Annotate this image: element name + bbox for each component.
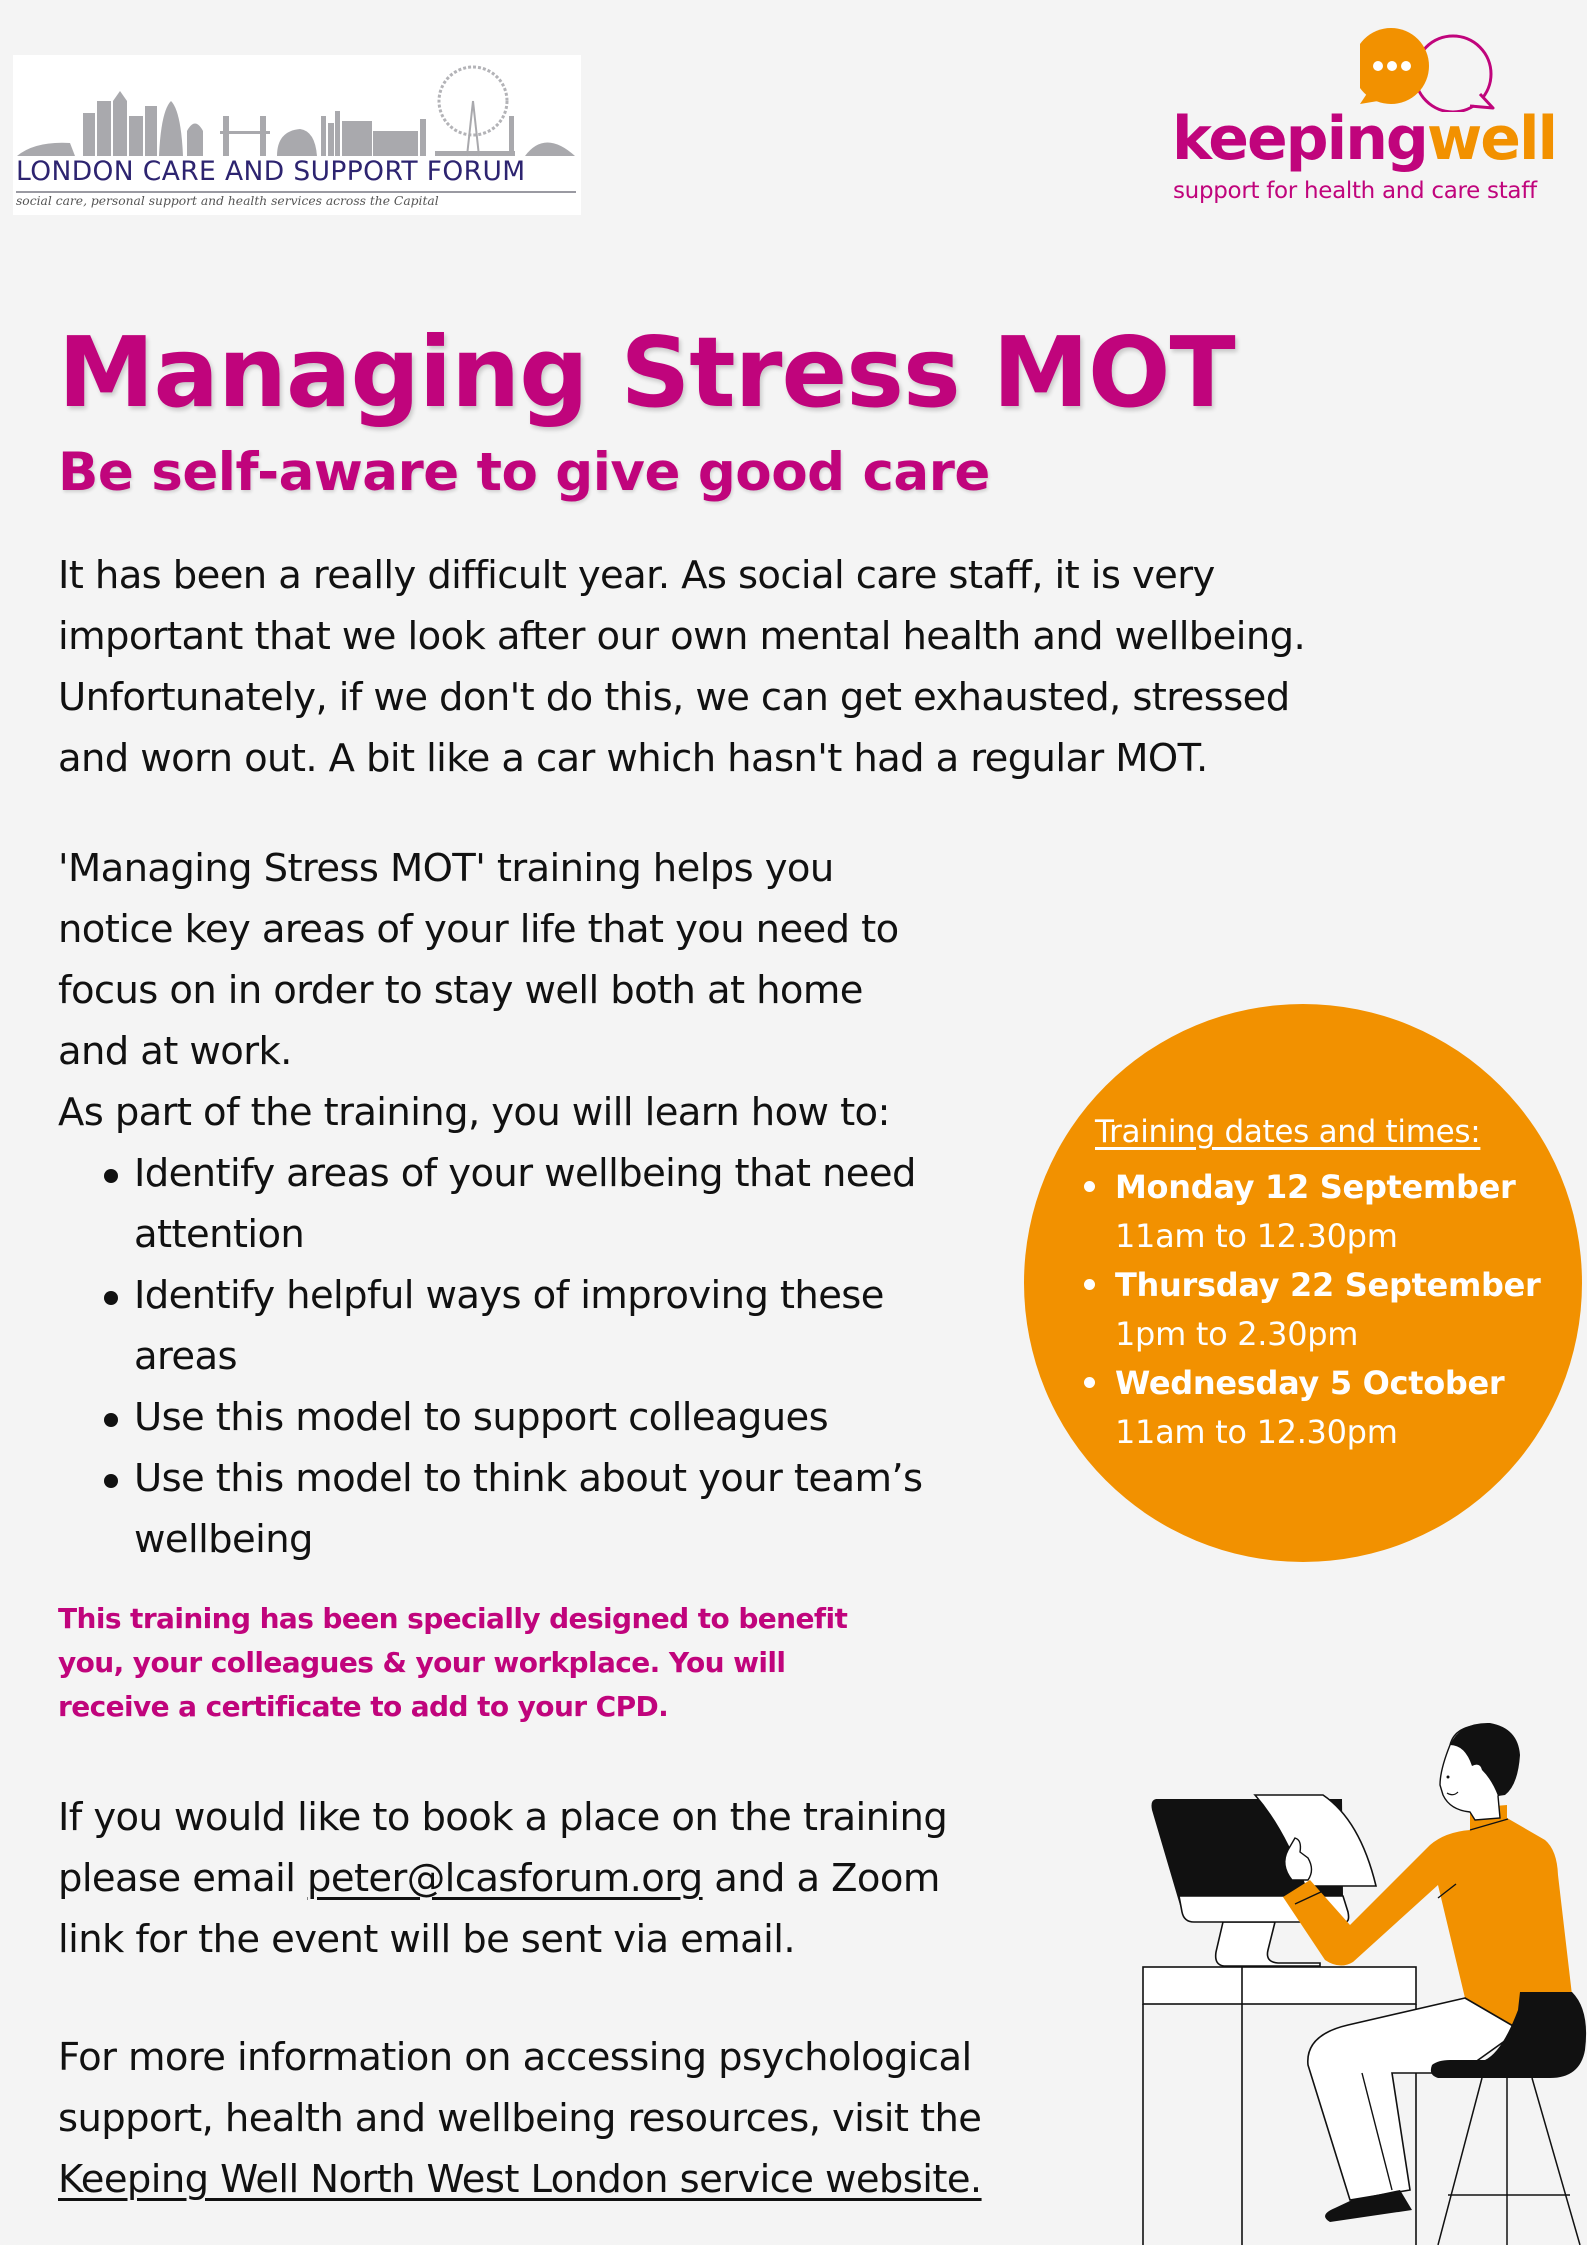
learning-point-text: wellbeing [134,1517,313,1562]
learning-point [58,1448,1018,1570]
session-date: Wednesday 5 October [1115,1364,1505,1402]
learning-point [58,1265,1018,1387]
session-date: Monday 12 September [1115,1168,1516,1206]
keepingwell-tagline: support for health and care staff [1173,178,1537,204]
learning-point [58,1387,1018,1448]
more-info-paragraph [58,2027,982,2210]
intro-line: Unfortunately, if we don't do this, we can get exhausted, stressed [58,675,1290,720]
description-line: focus on in order to stay well both at home [58,968,863,1013]
cpd-note [58,1597,847,1729]
training-dates-list [1084,1163,1541,1457]
keepingwell-word-keeping: keeping [1172,104,1427,174]
keepingwell-wordmark [1172,104,1556,174]
speech-bubbles-icon [1360,22,1510,112]
learning-point-text: Identify areas of your wellbeing that need [134,1151,916,1196]
learning-point-text: attention [134,1212,305,1257]
lcas-logo [13,55,581,215]
more-info-line: support, health and wellbeing resources, visit the [58,2096,982,2141]
booking-paragraph [58,1787,947,1970]
person-at-computer-illustration [1120,1700,1587,2245]
bullet-icon [104,1169,118,1183]
cpd-note-line: you, your colleagues & your workplace. You will [58,1646,786,1679]
lcas-tagline: social care, personal support and health services across the Capital [16,194,439,208]
bullet-icon [104,1291,118,1305]
learning-point-text: Use this model to support colleagues [134,1395,829,1440]
bullet-icon [104,1474,118,1488]
intro-paragraph [58,545,1558,789]
cpd-note-line: receive a certificate to add to your CPD. [58,1690,669,1723]
intro-line: important that we look after our own mental health and wellbeing. [58,614,1306,659]
learning-point-text: Use this model to think about your team’s [134,1456,923,1501]
session-date: Thursday 22 September [1115,1266,1541,1304]
training-session [1084,1261,1541,1359]
intro-line: It has been a really difficult year. As social care staff, it is very [58,553,1215,598]
session-time: 1pm to 2.30pm [1115,1315,1359,1353]
london-skyline-icon [15,61,579,161]
learning-point-text: areas [134,1334,237,1379]
session-time: 11am to 12.30pm [1115,1413,1398,1451]
description-line: notice key areas of your life that you need to [58,907,899,952]
training-dates-heading: Training dates and times: [1095,1114,1481,1150]
training-session [1084,1359,1541,1457]
cpd-note-line: This training has been specially designed to benefit [58,1602,848,1635]
bullet-icon [104,1413,118,1427]
bullet-icon [1084,1279,1095,1290]
keepingwell-word-well: well [1426,104,1557,174]
description-line: and at work. [58,1029,292,1074]
booking-text: and a Zoom [702,1856,940,1901]
page-subtitle: Be self-aware to give good care [58,442,990,503]
booking-line: link for the event will be sent via email. [58,1917,795,1962]
booking-text: please email [58,1856,308,1901]
session-time: 11am to 12.30pm [1115,1217,1398,1255]
lcas-divider [16,191,576,193]
intro-line: and worn out. A bit like a car which hasn't had a regular MOT. [58,736,1208,781]
bullet-icon [1084,1377,1095,1388]
learning-points-list [58,1143,1018,1570]
bullet-icon [1084,1181,1095,1192]
lcas-name: LONDON CARE AND SUPPORT FORUM [16,156,526,187]
booking-line [58,1848,947,1909]
booking-line: If you would like to book a place on the training [58,1795,948,1840]
keeping-well-website-link[interactable]: Keeping Well North West London service website. [58,2157,982,2202]
learning-point-text: Identify helpful ways of improving these [134,1273,884,1318]
more-info-line: For more information on accessing psychological [58,2035,972,2080]
description-line: As part of the training, you will learn how to: [58,1090,890,1135]
training-description [58,838,1018,1143]
email-link[interactable]: peter@lcasforum.org [307,1856,703,1901]
page-title: Managing Stress MOT [58,316,1235,429]
training-session [1084,1163,1541,1261]
description-line: 'Managing Stress MOT' training helps you [58,846,834,891]
learning-point [58,1143,1018,1265]
